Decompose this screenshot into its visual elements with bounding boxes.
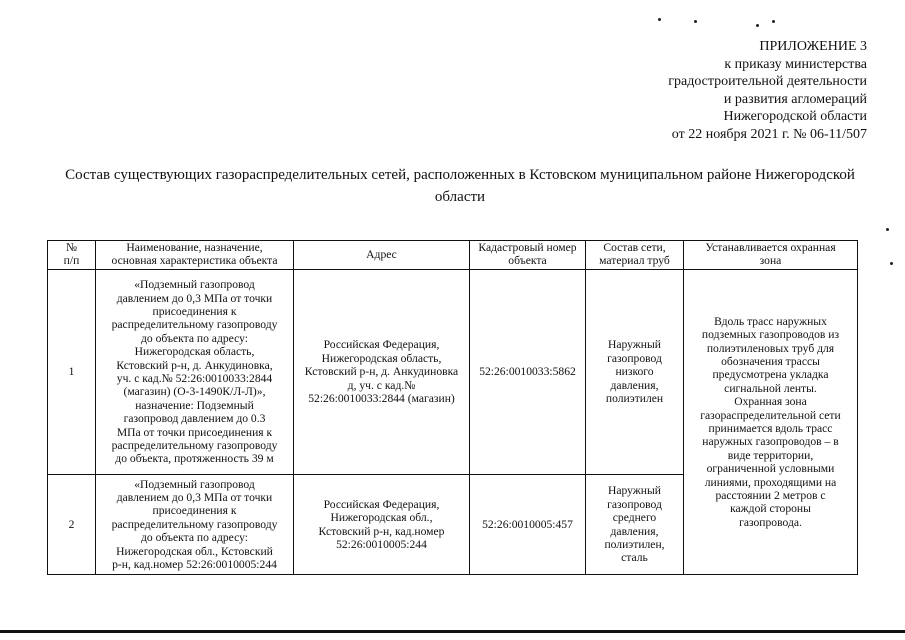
scan-speck	[772, 20, 775, 23]
table-row	[48, 270, 858, 475]
scan-speck	[756, 24, 759, 27]
header-network: Состав сети, материал труб	[586, 241, 684, 270]
header-zone: Устанавливается охранная зона	[684, 241, 858, 270]
header-num: № п/п	[48, 241, 96, 270]
object-name-cell: «Подземный газопровод давлением до 0,3 МПа от точки присоединения к распределительному газопроводу до объекта по адресу: Нижегородская обл., Кстовский р-н, кад.номер 52:26:0010005:244	[96, 475, 294, 575]
row-number: 2	[48, 475, 96, 575]
header-cadastral: Кадастровый номер объекта	[470, 241, 586, 270]
table-header-row	[48, 241, 858, 270]
object-name-cell: «Подземный газопровод давлением до 0,3 МПа от точки присоединения к распределительному газопроводу до объекта по адресу: Нижегородская область, Кстовский р-н, д. Анкудиновка, уч. с кад.№ 52:26:0010033:2844 (магазин) (О-3-1490К/Л-Л)», назначение: Подземный газопровод давлением до 0.3 МПа от точки присоединения к распределительному газопроводу до объекта, протяженность 39 м	[96, 270, 294, 475]
appendix-line: ПРИЛОЖЕНИЕ 3	[759, 39, 867, 54]
header-address: Адрес	[294, 241, 470, 270]
address-cell: Российская Федерация, Нижегородская область, Кстовский р-н, д. Анкудиновка д, уч. с кад.№ 52:26:0010033:2844 (магазин)	[294, 270, 470, 475]
scan-speck	[886, 228, 889, 231]
cadastral-number-cell: 52:26:0010033:5862	[470, 270, 586, 475]
gas-network-table	[47, 240, 858, 575]
cadastral-number-cell: 52:26:0010005:457	[470, 475, 586, 575]
protection-zone-cell: Вдоль трасс наружных подземных газопроводов из полиэтиленовых труб для обозначения трассы предусмотрена укладка сигнальной ленты. Охранная зона газораспределительной сети принимается вдоль трасс наружных газопроводов – в виде территории, ограниченной условными линиями, проходящими на расстоянии 2 метров с каждой стороны газопровода.	[684, 270, 858, 575]
scan-speck	[890, 262, 893, 265]
appendix-block	[668, 38, 867, 143]
header-name: Наименование, назначение, основная характеристика объекта	[96, 241, 294, 270]
address-cell: Российская Федерация, Нижегородская обл., Кстовский р-н, кад.номер 52:26:0010005:244	[294, 475, 470, 575]
appendix-line: к приказу министерства	[724, 56, 867, 72]
row-number: 1	[48, 270, 96, 475]
document-title	[40, 164, 880, 208]
scan-speck	[658, 18, 661, 21]
scan-speck	[694, 20, 697, 23]
appendix-line: градостроительной деятельности	[668, 74, 867, 89]
appendix-line: Нижегородской области	[723, 109, 867, 124]
network-composition-cell: Наружный газопровод низкого давления, полиэтилен	[586, 270, 684, 475]
page-bottom-edge	[0, 630, 905, 633]
document-title-line: области	[434, 189, 486, 205]
appendix-line: от 22 ноября 2021 г. № 06-11/507	[671, 126, 867, 142]
appendix-line: и развития агломераций	[723, 91, 867, 107]
document-title-line: Состав существующих газораспределительных сетей, расположенных в Кстовском муниципальном районе Нижегородской	[65, 167, 855, 183]
network-composition-cell: Наружный газопровод среднего давления, полиэтилен, сталь	[586, 475, 684, 575]
